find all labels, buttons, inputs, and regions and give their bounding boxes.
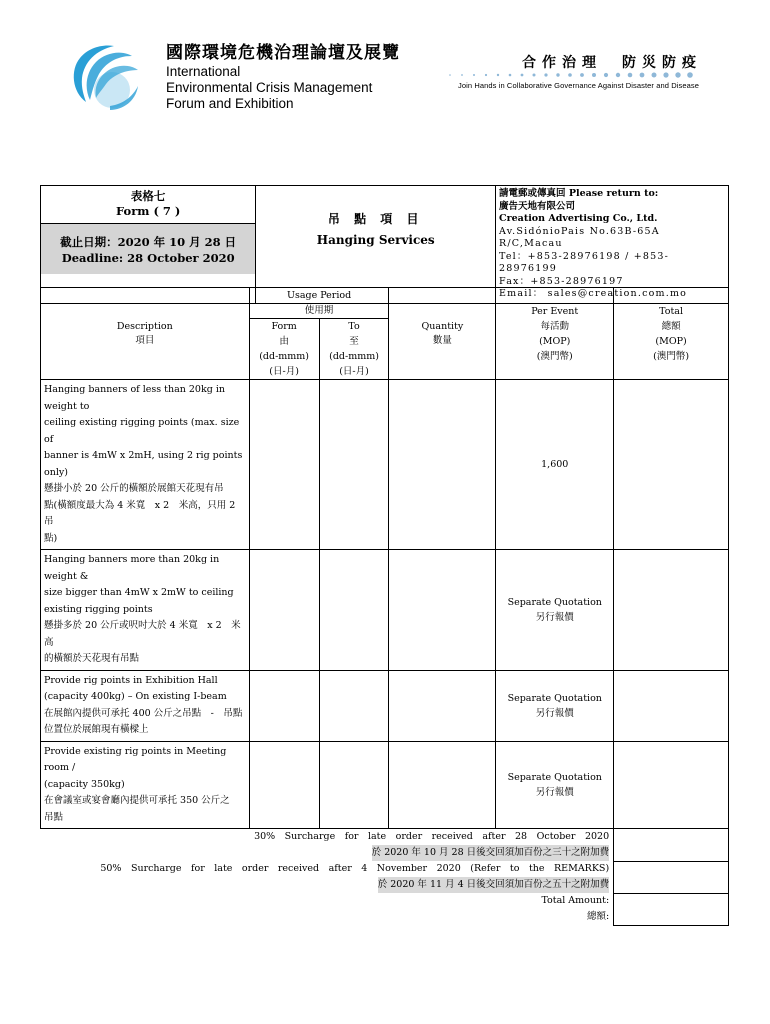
- decorative-dot-line: [440, 71, 700, 79]
- total-field[interactable]: [614, 550, 729, 671]
- surcharge-50: 50% Surcharge for late order received after 4 November 2020 (Refer to the REMARKS) 於 2020 年 11 月 4 日後交回須加百份之五十之附加費: [41, 861, 614, 893]
- form-id-cell: [41, 186, 256, 304]
- forum-title-en: International Environmental Crisis Management Forum and Exhibition: [166, 64, 373, 111]
- quantity-field[interactable]: [389, 670, 496, 741]
- surcharge-30-amount-field[interactable]: [614, 829, 729, 862]
- service-title-cell: [256, 186, 496, 304]
- from-date-field[interactable]: [249, 380, 319, 550]
- to-date-field[interactable]: [319, 670, 389, 741]
- header-per-event: Per Event 每活動 (MOP) (澳門幣): [496, 288, 614, 380]
- from-date-field[interactable]: [249, 741, 319, 829]
- slogan-en: Join Hands in Collaborative Governance Against Disaster and Disease: [458, 81, 699, 90]
- form-info-table: [40, 185, 729, 304]
- to-date-field[interactable]: [319, 550, 389, 671]
- form-number-en: Form ( 7 ): [116, 204, 181, 218]
- forum-logo: [66, 40, 158, 112]
- header-usage-period: Usage Period 使用期: [249, 288, 389, 319]
- return-email: Email： sales@creation.com.mo: [499, 288, 688, 299]
- deadline-en: Deadline: 28 October 2020: [61, 251, 235, 265]
- table-row: [41, 550, 729, 671]
- row-description: Hanging banners of less than 20kg in weight to ceiling existing rigging points (max. size of banner is 4mW x 2mH, using 2 rig points only) 懸掛小於 20 公斤的橫額於展館天花現有吊 點(橫額度最大為 4 米寬 x 2 米高，只用 2 吊 點): [41, 380, 250, 550]
- header-from: Form 由 (dd-mmm) (日-月): [249, 319, 319, 380]
- to-date-field[interactable]: [319, 380, 389, 550]
- header-to: To 至 (dd-mmm) (日-月): [319, 319, 389, 380]
- quantity-field[interactable]: [389, 741, 496, 829]
- table-row: [41, 670, 729, 741]
- service-title-en: Hanging Services: [316, 233, 435, 247]
- to-date-field[interactable]: [319, 741, 389, 829]
- table-header-row: [41, 288, 729, 319]
- table-row: [41, 741, 729, 829]
- per-event-price: 1,600: [496, 380, 614, 550]
- total-field[interactable]: [614, 741, 729, 829]
- header-description: Description 項目: [41, 288, 250, 380]
- slogan-zh: 合作治理 防災防疫: [522, 55, 702, 71]
- per-event-price: Separate Quotation 另行報價: [496, 741, 614, 829]
- form-number-zh: 表格七: [130, 189, 166, 203]
- from-date-field[interactable]: [249, 670, 319, 741]
- header-total: Total 總額 (MOP) (澳門幣): [614, 288, 729, 380]
- return-address-cell: 請電郵或傳真回 Please return to: 廣告天地有限公司 Creation Advertising Co., Ltd. Av.SidónioPais No.63B-65A R/C,Macau Tel：+853-28976198 / +853-28976199 Fax：+853-28976197 Email： sales@creation.com.mo: [496, 186, 729, 304]
- row-description: Provide existing rig points in Meeting room / (capacity 350kg) 在會議室或宴會廳內提供可承托 350 公斤之 吊點: [41, 741, 250, 829]
- quantity-field[interactable]: [389, 550, 496, 671]
- row-description: Hanging banners more than 20kg in weight & size bigger than 4mW x 2mW to ceiling existing rigging points 懸掛多於 20 公斤或呎吋大於 4 米寬 x 2 米高 的橫額於天花現有吊點: [41, 550, 250, 671]
- surcharge-30: 30% Surcharge for late order received after 28 October 2020 於 2020 年 10 月 28 日後交回須加百份之三十之附加費: [41, 829, 614, 862]
- order-table: [40, 287, 729, 926]
- service-title-zh: 吊 點 項 目: [327, 212, 424, 226]
- from-date-field[interactable]: [249, 550, 319, 671]
- per-event-price: Separate Quotation 另行報價: [496, 670, 614, 741]
- table-row: [41, 380, 729, 550]
- quantity-field[interactable]: [389, 380, 496, 550]
- total-amount-label: Total Amount: 總額:: [541, 895, 610, 922]
- total-amount-field[interactable]: [614, 893, 729, 925]
- forum-title-zh: 國際環境危機治理論壇及展覽: [166, 43, 400, 63]
- total-field[interactable]: [614, 380, 729, 550]
- total-field[interactable]: [614, 670, 729, 741]
- row-description: Provide rig points in Exhibition Hall (capacity 400kg) – On existing I-beam 在展館內提供可承托 400 公斤之吊點 - 吊點 位置位於展館現有橫樑上: [41, 670, 250, 741]
- surcharge-50-amount-field[interactable]: [614, 861, 729, 893]
- per-event-price: Separate Quotation 另行報價: [496, 550, 614, 671]
- header-quantity: Quantity 數量: [389, 288, 496, 380]
- deadline-zh: 截止日期：2020 年 10 月 28 日: [60, 235, 237, 249]
